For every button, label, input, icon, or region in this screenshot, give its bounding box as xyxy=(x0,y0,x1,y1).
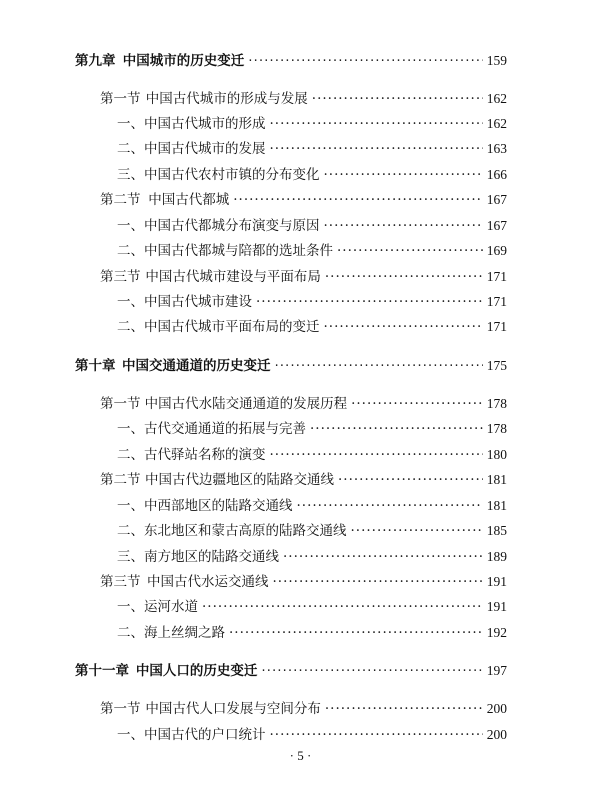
toc-item-entry[interactable] xyxy=(117,598,507,616)
dot-leader xyxy=(297,497,483,515)
toc-section-entry[interactable] xyxy=(100,471,507,489)
dot-leader xyxy=(337,242,483,260)
page-number: 162 xyxy=(486,91,507,106)
toc-item-entry[interactable] xyxy=(117,522,507,540)
item-title: 二、中国古代城市的发展 xyxy=(117,141,266,157)
section-title: 中国古代城市建设与平面布局 xyxy=(145,269,321,285)
toc-item-entry[interactable] xyxy=(117,318,507,336)
dot-leader xyxy=(324,217,483,235)
item-title: 一、中国古代城市建设 xyxy=(117,294,252,310)
section-number: 第三节 xyxy=(100,574,141,590)
page-number: 181 xyxy=(486,498,507,513)
page-number: 163 xyxy=(486,141,507,156)
item-title: 二、东北地区和蒙古高原的陆路交通线 xyxy=(117,523,347,539)
item-title: 一、中国古代的户口统计 xyxy=(117,727,266,743)
toc-section-entry[interactable] xyxy=(100,90,507,108)
dot-leader xyxy=(233,191,483,209)
page-number: 200 xyxy=(486,701,507,716)
dot-leader xyxy=(248,52,482,70)
section-title: 中国古代都城 xyxy=(148,192,230,208)
page-number: 162 xyxy=(486,116,507,131)
dot-leader xyxy=(270,115,483,133)
toc-section-entry[interactable] xyxy=(100,700,507,718)
dot-leader xyxy=(273,573,483,591)
toc-chapter-entry[interactable] xyxy=(75,357,507,375)
chapter-title: 中国城市的历史变迁 xyxy=(122,53,245,69)
page-number: 167 xyxy=(486,218,507,233)
page-number: 159 xyxy=(486,53,507,68)
dot-leader xyxy=(310,420,483,438)
page-number: 178 xyxy=(486,421,507,436)
toc-section-entry[interactable] xyxy=(100,191,507,209)
item-title: 一、中国古代都城分布演变与原因 xyxy=(117,218,320,234)
section-title: 中国古代人口发展与空间分布 xyxy=(145,701,321,717)
item-title: 二、中国古代都城与陪都的选址条件 xyxy=(117,243,333,259)
toc-item-entry[interactable] xyxy=(117,140,507,158)
toc-item-entry[interactable] xyxy=(117,446,507,464)
dot-leader xyxy=(261,662,482,680)
page-number: 169 xyxy=(486,243,507,258)
toc-section-entry[interactable] xyxy=(100,268,507,286)
dot-leader xyxy=(202,598,483,616)
section-number: 第一节 xyxy=(100,701,141,717)
chapter-number: 第九章 xyxy=(75,53,116,69)
toc-chapter-entry[interactable] xyxy=(75,52,507,70)
toc-section-entry[interactable] xyxy=(100,395,507,413)
page-number: 171 xyxy=(486,319,507,334)
chapter-title: 中国交通通道的历史变迁 xyxy=(121,358,271,374)
dot-leader xyxy=(274,357,482,375)
toc-item-entry[interactable] xyxy=(117,726,507,744)
dot-leader xyxy=(351,522,483,540)
page-number: 181 xyxy=(486,472,507,487)
page-number: 191 xyxy=(486,574,507,589)
page-number: 189 xyxy=(486,549,507,564)
item-title: 一、中西部地区的陆路交通线 xyxy=(117,498,293,514)
dot-leader xyxy=(325,268,483,286)
page-number: 171 xyxy=(486,269,507,284)
dot-leader xyxy=(270,726,483,744)
page-number-footer: · 5 · xyxy=(289,748,312,763)
toc-section-entry[interactable] xyxy=(100,573,507,591)
section-title: 中国古代水运交通线 xyxy=(147,574,269,590)
toc-item-entry[interactable] xyxy=(117,166,507,184)
section-number: 第二节 xyxy=(100,472,141,488)
toc-item-entry[interactable] xyxy=(117,242,507,260)
item-title: 三、中国古代农村市镇的分布变化 xyxy=(117,167,320,183)
item-title: 一、中国古代城市的形成 xyxy=(117,116,266,132)
dot-leader xyxy=(312,90,483,108)
page-number: 180 xyxy=(486,447,507,462)
toc-item-entry[interactable] xyxy=(117,217,507,235)
page-number: 197 xyxy=(486,663,507,678)
dot-leader xyxy=(351,395,483,413)
toc-item-entry[interactable] xyxy=(117,420,507,438)
page-number: 192 xyxy=(486,625,507,640)
page-number: 167 xyxy=(486,192,507,207)
toc-item-entry[interactable] xyxy=(117,293,507,311)
toc-item-entry[interactable] xyxy=(117,115,507,133)
section-number: 第二节 xyxy=(100,192,141,208)
chapter-number: 第十一章 xyxy=(75,663,129,679)
toc-item-entry[interactable] xyxy=(117,624,507,642)
page-number: 185 xyxy=(486,523,507,538)
section-title: 中国古代城市的形成与发展 xyxy=(145,91,308,107)
section-number: 第一节 xyxy=(100,396,141,412)
item-title: 二、中国古代城市平面布局的变迁 xyxy=(117,319,320,335)
section-title: 中国古代边疆地区的陆路交通线 xyxy=(144,472,334,488)
section-number: 第一节 xyxy=(100,91,141,107)
item-title: 三、南方地区的陆路交通线 xyxy=(117,549,279,565)
page-number: 175 xyxy=(486,358,507,373)
chapter-number: 第十章 xyxy=(75,358,116,374)
item-title: 一、古代交通通道的拓展与完善 xyxy=(117,421,306,437)
dot-leader xyxy=(325,700,483,718)
item-title: 二、海上丝绸之路 xyxy=(117,625,225,641)
section-title: 中国古代水陆交通通道的发展历程 xyxy=(144,396,348,412)
dot-leader xyxy=(283,548,483,566)
dot-leader xyxy=(270,446,483,464)
dot-leader xyxy=(256,293,483,311)
section-number: 第三节 xyxy=(100,269,141,285)
dot-leader xyxy=(338,471,483,489)
dot-leader xyxy=(324,166,483,184)
toc-item-entry[interactable] xyxy=(117,497,507,515)
page-number: 171 xyxy=(486,294,507,309)
page-number: 200 xyxy=(486,727,507,742)
page-number: 191 xyxy=(486,599,507,614)
dot-leader xyxy=(324,318,483,336)
item-title: 二、古代驿站名称的演变 xyxy=(117,447,266,463)
page-number: 166 xyxy=(486,167,507,182)
toc-item-entry[interactable] xyxy=(117,548,507,566)
dot-leader xyxy=(229,624,483,642)
toc-chapter-entry[interactable] xyxy=(75,662,507,680)
page-number: 178 xyxy=(486,396,507,411)
item-title: 一、运河水道 xyxy=(117,599,198,615)
dot-leader xyxy=(270,140,483,158)
chapter-title: 中国人口的历史变迁 xyxy=(135,663,258,679)
